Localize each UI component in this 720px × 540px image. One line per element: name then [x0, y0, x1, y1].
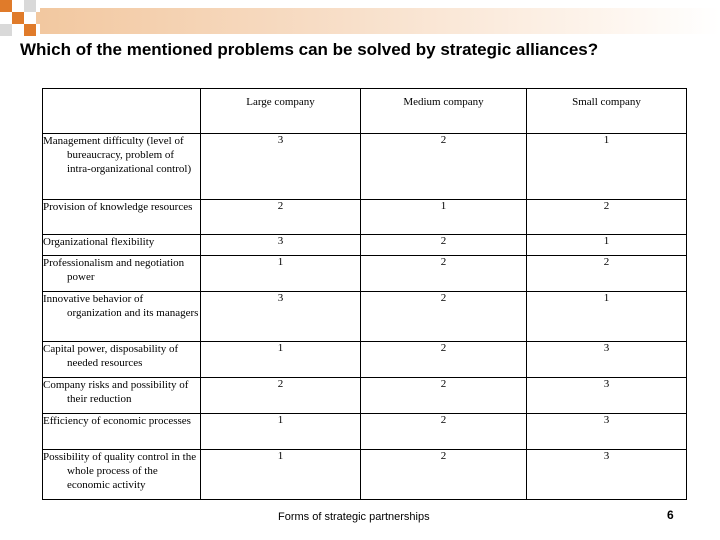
column-header-large: Large company: [201, 89, 361, 134]
row-label: Professionalism and negotiation power: [43, 257, 185, 283]
table-row: [43, 414, 687, 450]
row-label: Provision of knowledge resources: [43, 201, 193, 213]
page-number: 6: [667, 508, 674, 522]
table-cell: 1: [527, 134, 687, 200]
column-header-small: Small company: [527, 89, 687, 134]
row-label: Innovative behavior of organization and its managers: [43, 293, 199, 319]
deco-square: [24, 0, 36, 12]
table-cell: 3: [527, 414, 687, 450]
row-label: Efficiency of economic processes: [43, 415, 191, 427]
table-cell: 3: [201, 235, 361, 256]
table-cell: 2: [361, 292, 527, 342]
row-label: Possibility of quality control in the whole process of the economic activity: [43, 451, 197, 491]
row-label: Capital power, disposability of needed resources: [43, 343, 179, 369]
table-row: [43, 256, 687, 292]
table-cell: 2: [361, 134, 527, 200]
table-cell: 3: [527, 378, 687, 414]
table-cell: 2: [361, 256, 527, 292]
table-cell: 1: [527, 292, 687, 342]
column-header-medium: Medium company: [361, 89, 527, 134]
row-label: Management difficulty (level of bureaucracy, problem of intra-organizational control): [43, 135, 192, 175]
table-cell: 2: [361, 235, 527, 256]
table-cell: 2: [361, 342, 527, 378]
table-row: [43, 378, 687, 414]
table-cell: 1: [201, 342, 361, 378]
table-row: [43, 134, 687, 200]
table-cell: 1: [361, 200, 527, 235]
table-cell: 1: [201, 450, 361, 500]
table-row: [43, 235, 687, 256]
table-cell: 1: [527, 235, 687, 256]
header-gradient-bar: [40, 8, 720, 34]
footer-text: Forms of strategic partnerships: [278, 511, 430, 523]
row-label: Organizational flexibility: [43, 236, 155, 248]
table-row: [43, 292, 687, 342]
deco-square: [0, 24, 12, 36]
deco-square: [0, 0, 12, 12]
deco-square: [12, 12, 24, 24]
table-header-row: [43, 89, 687, 134]
table-row: [43, 342, 687, 378]
table-cell: 2: [361, 450, 527, 500]
comparison-table: [42, 88, 687, 500]
table-cell: 2: [361, 378, 527, 414]
table-cell: 3: [527, 450, 687, 500]
table-cell: 2: [527, 256, 687, 292]
table-cell: 3: [201, 134, 361, 200]
table-corner-cell: [43, 89, 201, 134]
table-row: [43, 450, 687, 500]
row-label: Company risks and possibility of their reduction: [43, 379, 189, 405]
table-row: [43, 200, 687, 235]
table-cell: 1: [201, 256, 361, 292]
table-cell: 2: [527, 200, 687, 235]
table-cell: 3: [201, 292, 361, 342]
table-cell: 2: [201, 200, 361, 235]
page-title: Which of the mentioned problems can be solved by strategic alliances?: [20, 40, 599, 59]
table-cell: 2: [361, 414, 527, 450]
table-cell: 1: [201, 414, 361, 450]
table-cell: 2: [201, 378, 361, 414]
deco-square: [24, 24, 36, 36]
table-cell: 3: [527, 342, 687, 378]
